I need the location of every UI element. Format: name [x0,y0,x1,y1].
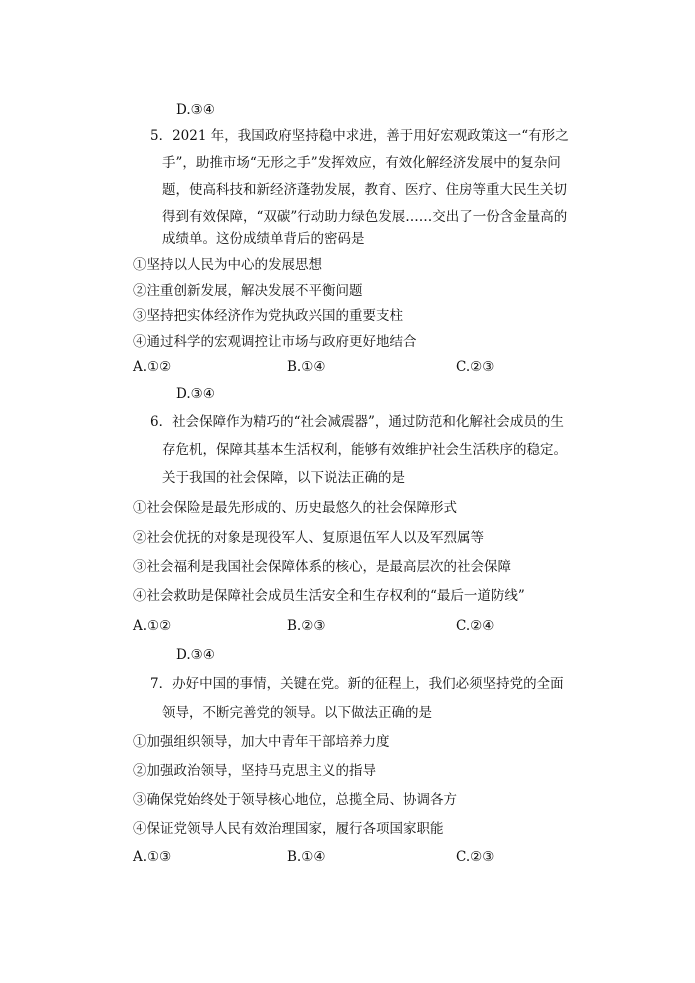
q7-statement-2: ②加强政治领导，坚持马克思主义的指导 [133,763,376,779]
q5-statement-2: ②注重创新发展，解决发展不平衡问题 [133,283,363,299]
q6-statement-1: ①社会保险是最先形成的、历史最悠久的社会保障形式 [133,500,457,516]
q4-option-d: D.③④ [176,102,215,118]
q6-option-a: A.①② [133,618,172,634]
q5-stem-line-4: 得到有效保障，“双碳”行动助力绿色发展……交出了一份含金量高的 [162,209,568,225]
q5-option-b: B.①④ [287,359,326,375]
q7-statement-4: ④保证党领导人民有效治理国家，履行各项国家职能 [133,821,444,837]
q7-option-c: C.②③ [456,849,495,865]
q7-option-b: B.①④ [287,849,326,865]
q7-stem-line-2: 领导，不断完善党的领导。以下做法正确的是 [162,705,432,721]
q5-statement-1: ①坚持以人民为中心的发展思想 [133,257,322,273]
q6-option-d: D.③④ [176,647,215,663]
q6-statement-2: ②社会优抚的对象是现役军人、复原退伍军人以及军烈属等 [133,530,484,546]
q5-statement-3: ③坚持把实体经济作为党执政兴国的重要支柱 [133,308,403,324]
q6-option-b: B.②③ [287,618,326,634]
q5-stem-line-3: 题，使高科技和新经济蓬勃发展，教育、医疗、住房等重大民生关切 [162,182,567,198]
q7-stem-line-1: 7．办好中国的事情，关键在党。新的征程上，我们必须坚持党的全面 [150,676,564,692]
q5-option-c: C.②③ [456,359,495,375]
q6-stem-line-1: 6．社会保障作为精巧的“社会减震器”，通过防范和化解社会成员的生 [150,414,564,430]
q6-stem-line-3: 关于我国的社会保障，以下说法正确的是 [162,470,405,486]
q5-stem-line-5: 成绩单。这份成绩单背后的密码是 [162,231,365,247]
q6-statement-4: ④社会救助是保障社会成员生活安全和生存权利的“最后一道防线” [133,588,525,604]
q7-option-a: A.①③ [133,849,172,865]
q5-option-a: A.①② [133,359,172,375]
q5-statement-4: ④通过科学的宏观调控让市场与政府更好地结合 [133,334,417,350]
q5-stem-line-2: 手”，助推市场“无形之手”发挥效应，有效化解经济发展中的复杂问 [162,155,561,171]
q6-statement-3: ③社会福利是我国社会保障体系的核心，是最高层次的社会保障 [133,559,511,575]
q7-statement-1: ①加强组织领导，加大中青年干部培养力度 [133,734,390,750]
q6-stem-line-2: 存危机，保障其基本生活权利，能够有效维护社会生活秩序的稳定。 [162,442,567,458]
q7-statement-3: ③确保党始终处于领导核心地位，总揽全局、协调各方 [133,792,457,808]
q6-option-c: C.②④ [456,618,495,634]
q5-option-d: D.③④ [176,386,215,402]
q5-stem-line-1: 5．2021 年，我国政府坚持稳中求进，善于用好宏观政策这一“有形之 [150,128,569,144]
